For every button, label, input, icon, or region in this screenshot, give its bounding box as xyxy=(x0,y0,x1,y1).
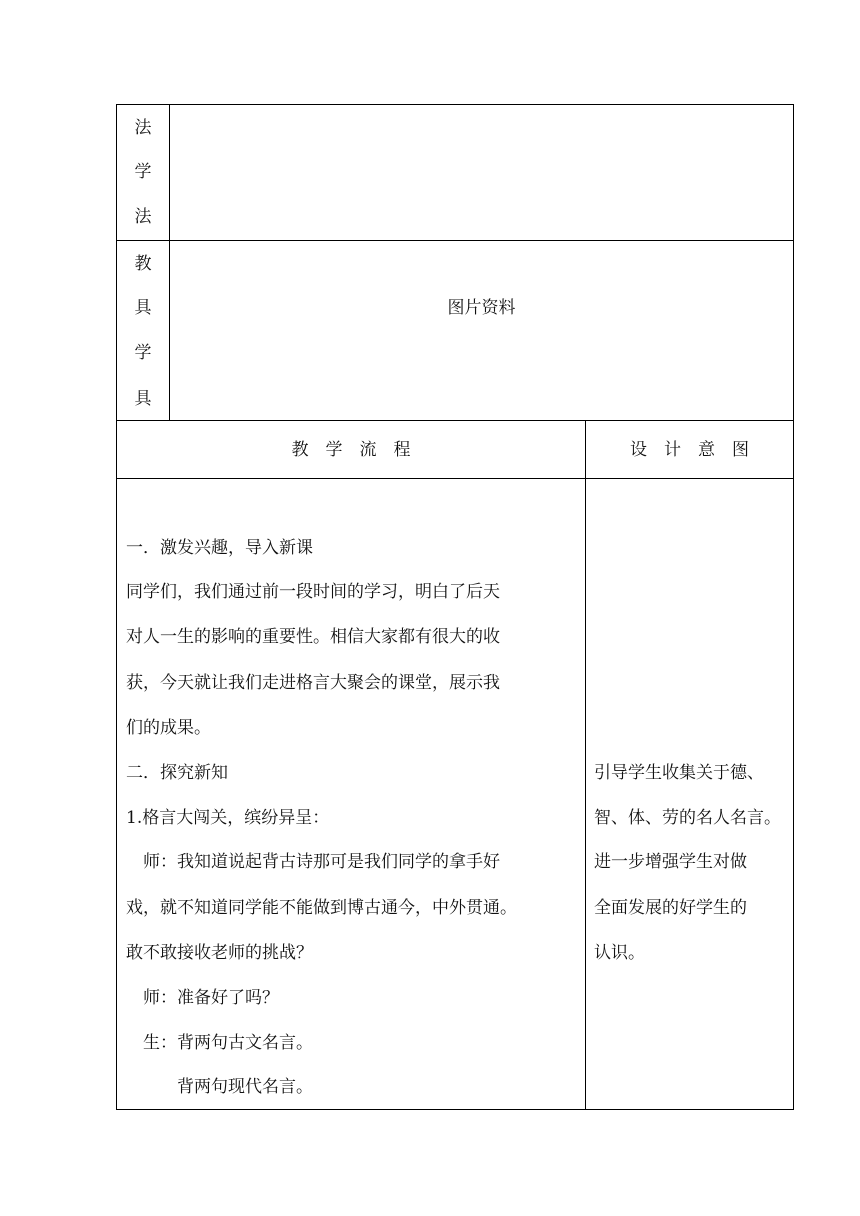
table-border-bottom xyxy=(116,1109,794,1110)
process-line: 师：准备好了吗？ xyxy=(126,988,279,1008)
tools-label-char: 具 xyxy=(134,389,152,409)
process-line: 们的成果。 xyxy=(126,718,211,738)
intent-line: 进一步增强学生对做 xyxy=(594,852,747,872)
row-divider-3 xyxy=(116,478,794,479)
label-column-divider xyxy=(169,104,170,420)
methods-label-char: 法 xyxy=(134,207,152,227)
process-line: 同学们，我们通过前一段时间的学习，明白了后天 xyxy=(126,582,500,602)
intent-column-divider xyxy=(585,420,586,1109)
row-divider-1 xyxy=(116,240,794,241)
process-line: 一．激发兴趣，导入新课 xyxy=(126,538,313,558)
process-line: 生：背两句古文名言。 xyxy=(126,1033,313,1053)
process-line: 戏，就不知道同学能不能做到博古通今，中外贯通。 xyxy=(126,898,517,918)
process-header: 教 学 流 程 xyxy=(291,440,411,460)
methods-label-char: 学 xyxy=(134,162,152,182)
tools-content: 图片资料 xyxy=(447,298,516,318)
tools-label-char: 具 xyxy=(134,298,152,318)
process-line: 敢不敢接收老师的挑战？ xyxy=(126,943,313,963)
process-line: 对人一生的影响的重要性。相信大家都有很大的收 xyxy=(126,627,500,647)
row-divider-2 xyxy=(116,420,794,421)
intent-line: 引导学生收集关于德、 xyxy=(594,763,764,783)
table-border-right xyxy=(793,104,794,1110)
intent-line: 全面发展的好学生的 xyxy=(594,898,747,918)
process-line: 获，今天就让我们走进格言大聚会的课堂，展示我 xyxy=(126,673,500,693)
table-border-top xyxy=(116,104,794,105)
process-line: 1.格言大闯关，缤纷异呈： xyxy=(126,808,330,828)
intent-line: 认识。 xyxy=(594,943,645,963)
process-line: 背两句现代名言。 xyxy=(126,1077,313,1097)
process-line: 师：我知道说起背古诗那可是我们同学的拿手好 xyxy=(126,852,500,872)
table-border-left xyxy=(116,104,117,1110)
tools-label-char: 学 xyxy=(134,343,152,363)
process-line: 二．探究新知 xyxy=(126,763,228,783)
tools-label-char: 教 xyxy=(134,254,152,274)
intent-line: 智、体、劳的名人名言。 xyxy=(594,808,781,828)
methods-label-char: 法 xyxy=(134,118,152,138)
intent-header: 设 计 意 图 xyxy=(630,440,749,460)
